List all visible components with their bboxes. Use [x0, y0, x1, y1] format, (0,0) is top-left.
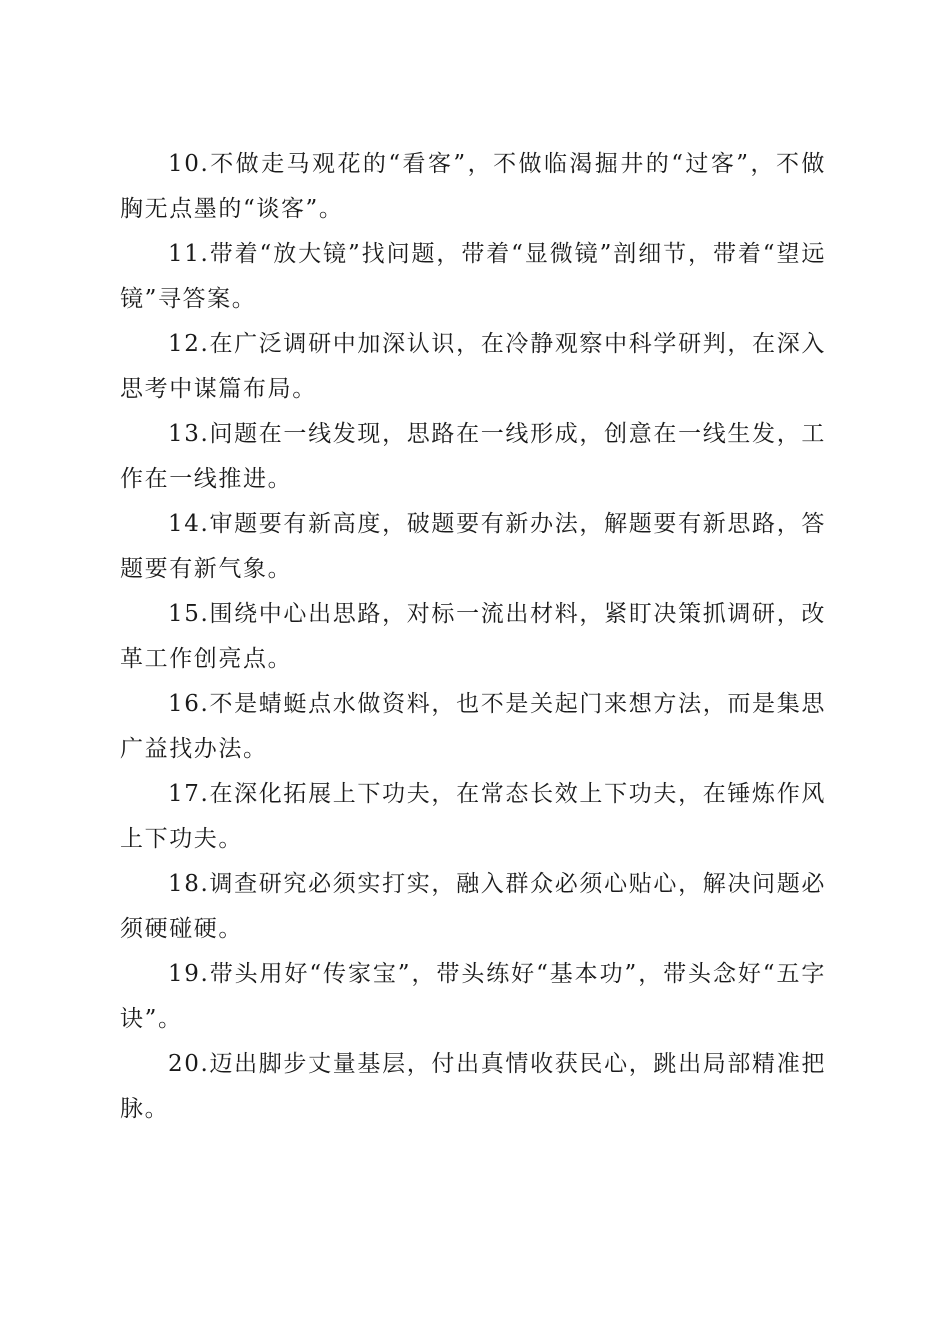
paragraph-18: 18.调查研究必须实打实，融入群众必须心贴心，解决问题必须硬碰硬。 [120, 871, 826, 942]
paragraph-10: 10.不做走马观花的“看客”，不做临渴掘井的“过客”，不做胸无点墨的“谈客”。 [120, 151, 826, 222]
paragraph-15: 15.围绕中心出思路，对标一流出材料，紧盯决策抓调研，改革工作创亮点。 [120, 601, 826, 672]
paragraph-20: 20.迈出脚步丈量基层，付出真情收获民心，跳出局部精准把脉。 [120, 1051, 826, 1122]
paragraph-19: 19.带头用好“传家宝”，带头练好“基本功”，带头念好“五字诀”。 [120, 961, 826, 1032]
paragraph-16: 16.不是蜻蜓点水做资料，也不是关起门来想方法，而是集思广益找办法。 [120, 691, 826, 762]
paragraph-13: 13.问题在一线发现，思路在一线形成，创意在一线生发，工作在一线推进。 [120, 421, 826, 492]
paragraph-14: 14.审题要有新高度，破题要有新办法，解题要有新思路，答题要有新气象。 [120, 511, 826, 582]
paragraph-17: 17.在深化拓展上下功夫，在常态长效上下功夫，在锤炼作风上下功夫。 [120, 781, 826, 852]
document-body [120, 142, 826, 1132]
paragraph-12: 12.在广泛调研中加深认识，在冷静观察中科学研判，在深入思考中谋篇布局。 [120, 331, 826, 402]
paragraph-11: 11.带着“放大镜”找问题，带着“显微镜”剖细节，带着“望远镜”寻答案。 [120, 241, 826, 312]
